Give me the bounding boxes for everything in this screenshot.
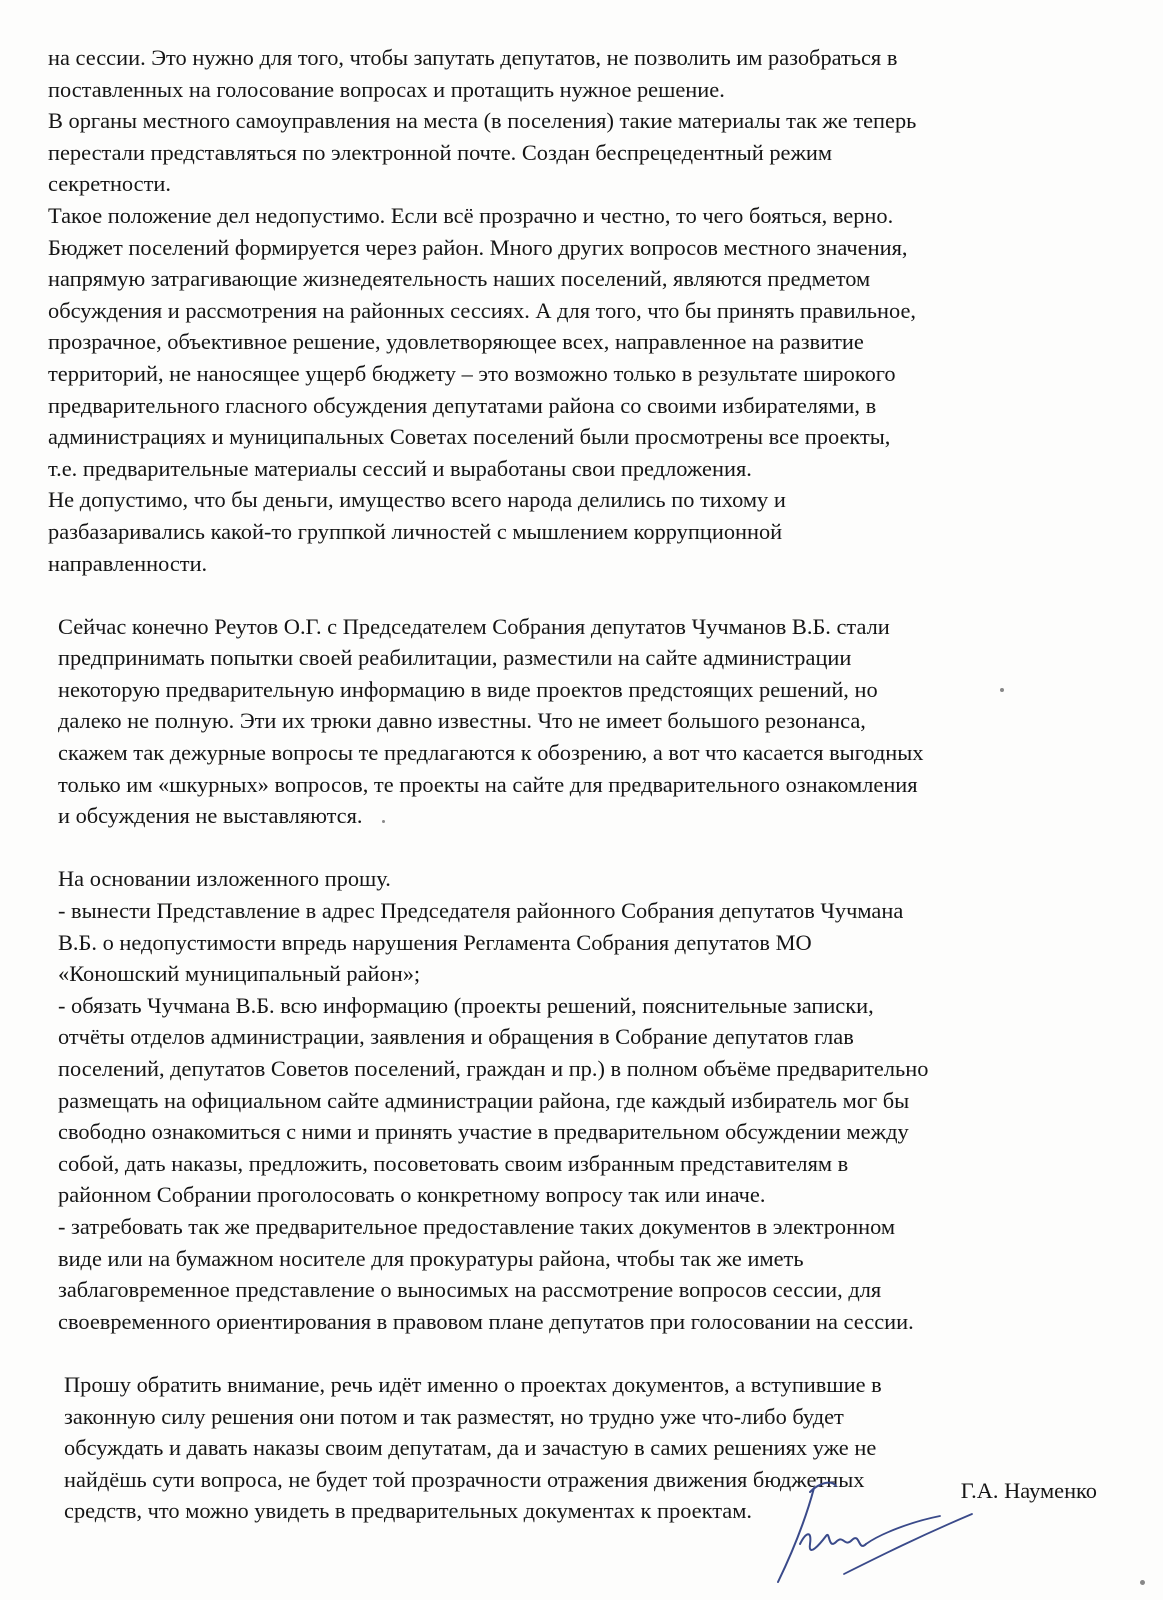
text-line: районном Собрании проголосовать о конкретному вопросу так или иначе. — [58, 1182, 766, 1208]
author-name: Г.А. Науменко — [960, 1478, 1097, 1503]
text-line: Прошу обратить внимание, речь идёт именно о проектах документов, а вступившие в — [64, 1371, 882, 1397]
text-line: территорий, не наносящее ущерб бюджету – это возможно только в результате широкого — [48, 360, 896, 386]
scan-speck — [1140, 1580, 1145, 1585]
text-line: поселений, депутатов Советов поселений, граждан и пр.) в полном объёме предварительно — [58, 1056, 929, 1081]
text-line: отчёты отделов администрации, заявления и обращения в Собрание депутатов глав — [58, 1024, 854, 1050]
text-line: средств, что можно увидеть в предварительных документах к проектам. — [64, 1498, 752, 1524]
text-line: некоторую предварительную информацию в виде проектов предстоящих решений, но — [58, 676, 878, 702]
text-line: свободно ознакомиться с ними и принять участие в предварительном обсуждении между — [58, 1119, 909, 1145]
text-line: прозрачное, объективное решение, удовлетворяющее всех, направленное на развитие — [48, 329, 864, 355]
text-line: виде или на бумажном носителе для прокуратуры района, чтобы так же иметь — [58, 1245, 804, 1271]
text-line: найдёшь сути вопроса, не будет той прозрачности отражения движения бюджетных — [64, 1466, 865, 1492]
text-line: - обязать Чучмана В.Б. всю информацию (проекты решений, пояснительные записки, — [58, 992, 874, 1018]
text-line: и обсуждения не выставляются. — [58, 803, 363, 829]
text-line: законную силу решения они потом и так разместят, но трудно уже что-либо будет — [64, 1403, 844, 1429]
text-line: своевременного ориентирования в правовом плане депутатов при голосовании на сессии. — [58, 1308, 914, 1334]
text-line: поставленных на голосование вопросах и протащить нужное решение. — [48, 76, 725, 102]
text-line: Бюджет поселений формируется через район. Много других вопросов местного значения, — [48, 234, 908, 260]
text-line: администрациях и муниципальных Советах поселений были просмотрены все проекты, — [48, 424, 891, 450]
text-line: - вынести Представление в адрес Председателя районного Собрания депутатов Чучмана — [58, 898, 904, 924]
text-line: - затребовать так же предварительное предоставление таких документов в электронном — [58, 1213, 896, 1239]
text-line: обсуждать и давать наказы своим депутатам, да и зачастую в самих решениях уже не — [64, 1435, 877, 1461]
text-line: напрямую затрагивающие жизнедеятельность наших поселений, являются предметом — [48, 266, 871, 292]
text-line: предварительного гласного обсуждения депутатами района со своими избирателями, в — [48, 392, 877, 418]
text-line: На основании изложенного прошу. — [58, 866, 391, 892]
paragraph-gap — [48, 1337, 1128, 1369]
text-line: Такое положение дел недопустимо. Если всё прозрачно и честно, то чего бояться, верно. — [48, 202, 894, 228]
paragraph-block-3 — [48, 863, 1128, 1337]
letter-body — [48, 42, 1128, 1527]
paragraph-block-2 — [48, 611, 1128, 832]
text-line: секретности. — [48, 171, 171, 197]
text-line: В органы местного самоуправления на места (в поселения) такие материалы так же теперь — [48, 108, 917, 134]
text-line: перестали представляться по электронной почте. Создан беспрецедентный режим — [48, 139, 833, 165]
text-line: Не допустимо, что бы деньги, имущество всего народа делились по тихому и — [48, 487, 786, 513]
text-line: только им «шкурных» вопросов, те проекты на сайте для предварительного ознакомления — [58, 771, 918, 797]
scan-speck — [1000, 688, 1004, 692]
text-line: скажем так дежурные вопросы те предлагаются к обозрению, а вот что касается выгодных — [58, 740, 924, 766]
text-line: заблаговременное представление о выносимых на рассмотрение вопросов сессии, для — [58, 1277, 882, 1303]
text-line: В.Б. о недопустимости впредь нарушения Регламента Собрания депутатов МО — [58, 929, 812, 955]
text-line: «Коношский муниципальный район»; — [58, 961, 421, 987]
text-line: на сессии. Это нужно для того, чтобы запутать депутатов, не позволить им разобраться в — [48, 45, 898, 70]
paragraph-block-1 — [48, 42, 1128, 579]
paragraph-gap — [48, 832, 1128, 864]
text-line: разбазаривались какой-то группкой личностей с мышлением коррупционной — [48, 518, 783, 544]
text-line: направленности. — [48, 550, 208, 576]
text-line: обсуждения и рассмотрения на районных сессиях. А для того, что бы принять правильное, — [48, 297, 916, 323]
scan-speck — [382, 820, 385, 823]
text-line: т.е. предварительные материалы сессий и выработаны свои предложения. — [48, 455, 752, 481]
text-line: предпринимать попытки своей реабилитации, разместили на сайте администрации — [58, 645, 852, 671]
text-line: размещать на официальном сайте администрации района, где каждый избиратель мог бы — [58, 1087, 910, 1113]
text-line: далеко не полную. Эти их трюки давно известны. Что не имеет большого резонанса, — [58, 708, 866, 734]
text-line: Сейчас конечно Реутов О.Г. с Председателем Собрания депутатов Чучманов В.Б. стали — [58, 613, 890, 639]
text-line: собой, дать наказы, предложить, посоветовать своим избранным представителям в — [58, 1150, 849, 1176]
paragraph-gap — [48, 579, 1128, 611]
